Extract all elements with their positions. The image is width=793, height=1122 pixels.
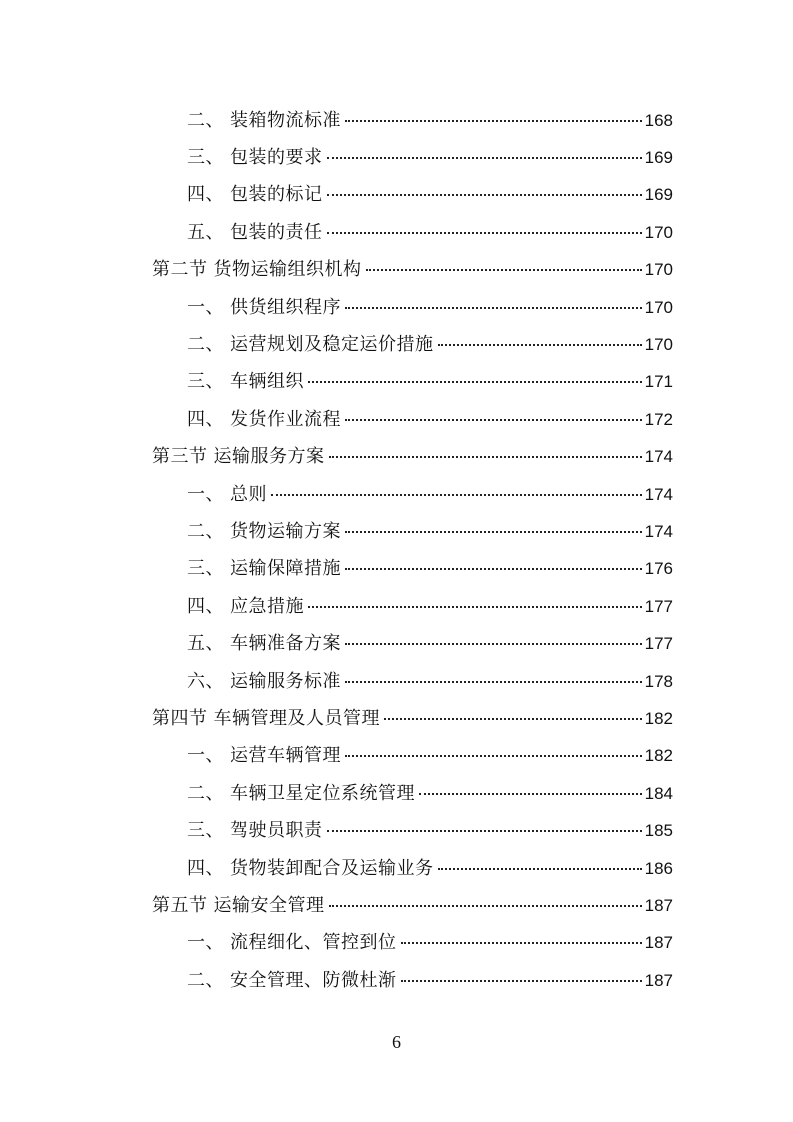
toc-entry-number: 四、 <box>187 857 224 879</box>
toc-entry-number: 四、 <box>187 595 224 617</box>
toc-dot-leader <box>438 344 642 346</box>
toc-entry-number: 一、 <box>187 296 224 318</box>
toc-entry-title: 车辆卫星定位系统管理 <box>230 782 415 804</box>
toc-entry-label <box>187 480 267 506</box>
toc-entry-number: 第五节 <box>152 894 208 916</box>
toc-dot-leader <box>366 269 642 271</box>
toc-entry-number: 三、 <box>187 558 224 580</box>
toc-entry-number: 二、 <box>187 782 224 804</box>
toc-entry-title: 车辆组织 <box>230 371 304 393</box>
toc-entry-number: 一、 <box>187 745 224 767</box>
toc-entry-line <box>187 143 673 169</box>
toc-entry-number: 六、 <box>187 670 224 692</box>
toc-entry-title: 包装的要求 <box>230 147 323 169</box>
toc-entry-line <box>187 667 673 693</box>
toc-entry-line <box>187 854 673 880</box>
toc-entry-line <box>187 180 673 206</box>
toc-entry[interactable] <box>0 810 793 847</box>
toc-entry-page: 176 <box>644 559 673 579</box>
toc-entry-label <box>187 180 323 206</box>
toc-entry[interactable] <box>0 698 793 735</box>
toc-dot-leader <box>345 531 642 533</box>
toc-entry-title: 车辆管理及人员管理 <box>213 707 380 729</box>
toc-entry-label <box>152 891 325 917</box>
table-of-contents <box>0 100 793 997</box>
toc-entry-number: 第二节 <box>152 259 208 281</box>
toc-entry-line <box>152 442 673 468</box>
toc-entry-label <box>152 704 380 730</box>
toc-entry-title: 货物运输方案 <box>230 520 341 542</box>
toc-dot-leader <box>345 120 642 122</box>
toc-entry-label <box>187 293 341 319</box>
toc-entry-page: 172 <box>644 409 673 429</box>
toc-entry[interactable] <box>0 885 793 922</box>
toc-entry-line <box>187 218 673 244</box>
toc-entry-number: 二、 <box>187 520 224 542</box>
toc-entry-line <box>187 367 673 393</box>
toc-entry-title: 供货组织程序 <box>230 296 341 318</box>
toc-entry-title: 运输服务标准 <box>230 670 341 692</box>
toc-entry-number: 第四节 <box>152 707 208 729</box>
toc-entry[interactable] <box>0 362 793 399</box>
toc-entry-page: 187 <box>644 933 673 953</box>
toc-entry-number: 一、 <box>187 932 224 954</box>
toc-entry[interactable] <box>0 437 793 474</box>
toc-entry[interactable] <box>0 661 793 698</box>
toc-entry-page: 169 <box>644 185 673 205</box>
toc-entry-label <box>152 442 325 468</box>
toc-entry-title: 流程细化、管控到位 <box>230 932 397 954</box>
page-number: 6 <box>392 1032 401 1052</box>
toc-entry-page: 170 <box>644 260 673 280</box>
toc-entry-label <box>187 928 397 954</box>
toc-entry-page: 185 <box>644 821 673 841</box>
toc-entry-label <box>187 816 323 842</box>
toc-entry-number: 第三节 <box>152 446 208 468</box>
toc-entry-title: 运输安全管理 <box>213 894 325 916</box>
toc-entry-page: 170 <box>644 222 673 242</box>
toc-entry[interactable] <box>0 250 793 287</box>
toc-dot-leader <box>419 793 642 795</box>
toc-dot-leader <box>345 419 642 421</box>
toc-entry-page: 178 <box>644 671 673 691</box>
toc-entry[interactable] <box>0 923 793 960</box>
toc-entry-number: 三、 <box>187 820 224 842</box>
toc-entry-title: 驾驶员职责 <box>230 820 323 842</box>
toc-entry-label <box>187 554 341 580</box>
toc-entry-number: 二、 <box>187 109 224 131</box>
toc-entry-label <box>187 106 341 132</box>
toc-entry-number: 三、 <box>187 371 224 393</box>
toc-entry[interactable] <box>0 586 793 623</box>
toc-entry-line <box>187 330 673 356</box>
toc-entry-line <box>187 293 673 319</box>
toc-entry[interactable] <box>0 736 793 773</box>
toc-entry-label <box>187 218 323 244</box>
toc-entry-page: 168 <box>644 110 673 130</box>
toc-entry-line <box>187 741 673 767</box>
toc-entry-page: 182 <box>644 708 673 728</box>
toc-entry-number: 四、 <box>187 184 224 206</box>
toc-dot-leader <box>327 830 642 832</box>
toc-entry-label <box>152 255 362 281</box>
toc-entry-label <box>187 143 323 169</box>
toc-dot-leader <box>271 494 642 496</box>
toc-entry[interactable] <box>0 848 793 885</box>
toc-entry-page: 170 <box>644 335 673 355</box>
toc-entry-line <box>152 704 673 730</box>
toc-entry-label <box>187 330 434 356</box>
toc-entry-line <box>187 779 673 805</box>
toc-entry-page: 170 <box>644 297 673 317</box>
toc-entry-number: 一、 <box>187 483 224 505</box>
toc-entry[interactable] <box>0 324 793 361</box>
toc-entry-title: 包装的责任 <box>230 221 323 243</box>
toc-entry-number: 四、 <box>187 408 224 430</box>
toc-entry-number: 三、 <box>187 147 224 169</box>
toc-entry-label <box>187 667 341 693</box>
toc-entry-title: 装箱物流标准 <box>230 109 341 131</box>
toc-entry-title: 车辆准备方案 <box>230 633 341 655</box>
toc-entry-line <box>187 928 673 954</box>
toc-entry-page: 177 <box>644 634 673 654</box>
toc-entry-page: 184 <box>644 783 673 803</box>
toc-entry-label <box>187 592 304 618</box>
toc-entry[interactable] <box>0 100 793 137</box>
toc-entry-title: 运营车辆管理 <box>230 745 341 767</box>
toc-entry-title: 货物装卸配合及运输业务 <box>230 857 434 879</box>
toc-entry-line <box>187 554 673 580</box>
toc-entry-line <box>187 480 673 506</box>
toc-entry-label <box>187 367 304 393</box>
toc-entry[interactable] <box>0 399 793 436</box>
toc-entry-page: 187 <box>644 970 673 990</box>
toc-entry-page: 186 <box>644 858 673 878</box>
toc-entry-line <box>187 592 673 618</box>
toc-entry-title: 货物运输组织机构 <box>213 259 362 281</box>
toc-entry[interactable] <box>0 511 793 548</box>
toc-dot-leader <box>308 606 642 608</box>
toc-entry-title: 安全管理、防微杜渐 <box>230 969 397 991</box>
toc-dot-leader <box>345 755 642 757</box>
toc-dot-leader <box>401 980 642 982</box>
toc-entry-page: 177 <box>644 596 673 616</box>
toc-entry-label <box>187 741 341 767</box>
toc-entry-number: 五、 <box>187 633 224 655</box>
toc-entry-line <box>152 255 673 281</box>
toc-dot-leader <box>401 942 642 944</box>
toc-entry-title: 包装的标记 <box>230 184 323 206</box>
toc-entry[interactable] <box>0 960 793 997</box>
toc-entry-line <box>187 629 673 655</box>
toc-dot-leader <box>327 232 642 234</box>
toc-entry-line <box>187 517 673 543</box>
toc-dot-leader <box>345 568 642 570</box>
toc-dot-leader <box>438 868 642 870</box>
toc-entry[interactable] <box>0 773 793 810</box>
toc-entry-line <box>187 966 673 992</box>
toc-entry-title: 总则 <box>230 483 267 505</box>
toc-entry-label <box>187 405 341 431</box>
toc-entry-line <box>152 891 673 917</box>
toc-entry[interactable] <box>0 287 793 324</box>
toc-entry-page: 174 <box>644 484 673 504</box>
toc-entry-title: 运输保障措施 <box>230 558 341 580</box>
toc-entry[interactable] <box>0 137 793 174</box>
toc-dot-leader <box>329 456 642 458</box>
toc-dot-leader <box>345 643 642 645</box>
toc-dot-leader <box>327 157 642 159</box>
toc-entry-page: 171 <box>644 372 673 392</box>
toc-entry-number: 二、 <box>187 969 224 991</box>
toc-entry-page: 174 <box>644 521 673 541</box>
toc-entry[interactable] <box>0 212 793 249</box>
toc-dot-leader <box>308 381 642 383</box>
toc-dot-leader <box>329 905 642 907</box>
toc-dot-leader <box>384 718 642 720</box>
toc-entry-page: 169 <box>644 148 673 168</box>
toc-entry-line <box>187 816 673 842</box>
toc-entry-line <box>187 405 673 431</box>
toc-entry[interactable] <box>0 549 793 586</box>
toc-entry[interactable] <box>0 175 793 212</box>
toc-entry-page: 182 <box>644 746 673 766</box>
toc-entry[interactable] <box>0 623 793 660</box>
toc-entry-label <box>187 629 341 655</box>
toc-entry-line <box>187 106 673 132</box>
toc-entry-page: 187 <box>644 895 673 915</box>
toc-entry-title: 运营规划及稳定运价措施 <box>230 334 434 356</box>
toc-dot-leader <box>345 681 642 683</box>
toc-entry-label <box>187 854 434 880</box>
toc-entry-title: 运输服务方案 <box>213 446 325 468</box>
toc-entry-label <box>187 966 397 992</box>
toc-dot-leader <box>327 194 642 196</box>
toc-entry[interactable] <box>0 474 793 511</box>
toc-entry-number: 二、 <box>187 334 224 356</box>
toc-entry-label <box>187 517 341 543</box>
toc-entry-label <box>187 779 415 805</box>
toc-entry-page: 174 <box>644 447 673 467</box>
toc-entry-title: 发货作业流程 <box>230 408 341 430</box>
toc-entry-title: 应急措施 <box>230 595 304 617</box>
toc-entry-number: 五、 <box>187 221 224 243</box>
toc-dot-leader <box>345 307 642 309</box>
